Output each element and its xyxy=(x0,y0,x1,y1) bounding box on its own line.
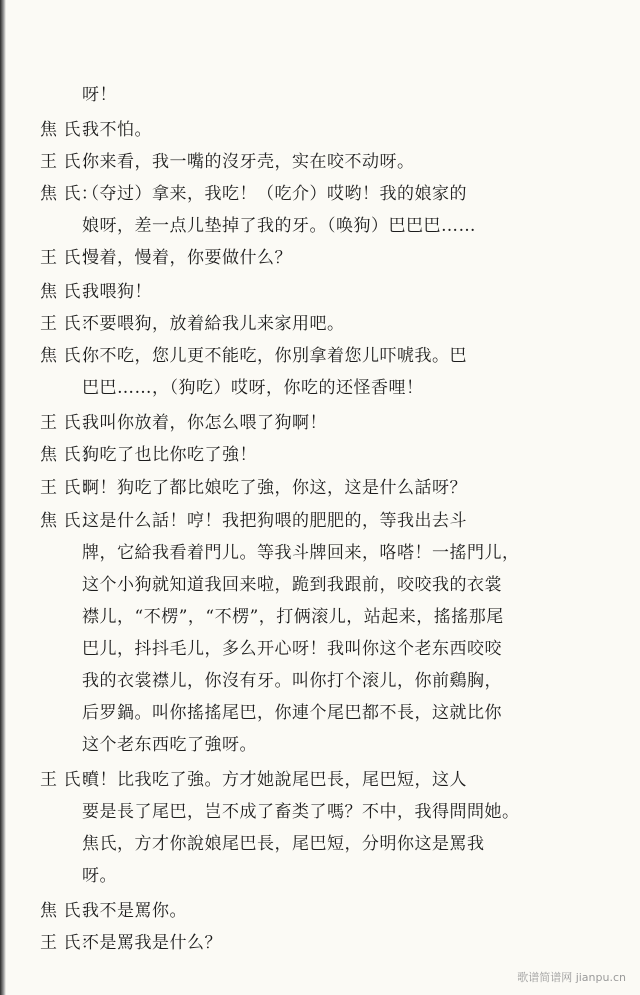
line-text: 焦氏，方才你說娘尾巴長，尾巴短，分明你这是罵我 xyxy=(82,834,485,854)
script-line xyxy=(0,309,640,339)
script-line xyxy=(0,473,640,503)
speaker-label: 焦 氏： xyxy=(40,282,99,302)
line-text: 后罗鍋。叫你搖搖尾巴，你連个尾巴都不長，这就比你 xyxy=(82,703,502,723)
speaker-label: 焦 氏： xyxy=(40,346,99,366)
script-line xyxy=(0,698,640,728)
speaker-label: 王 氏： xyxy=(40,248,99,268)
speaker-label: 王 氏： xyxy=(40,770,99,790)
line-text: 不要喂狗，放着給我儿来家用吧。 xyxy=(82,314,345,334)
line-text: 这是什么話！哼！我把狗喂的肥肥的，等我出去斗 xyxy=(82,511,467,531)
script-line xyxy=(0,896,640,926)
script-line xyxy=(0,570,640,600)
line-text: 呀。 xyxy=(82,866,117,886)
speaker-label: 焦 氏： xyxy=(40,901,99,921)
line-text: 呀！ xyxy=(82,85,117,105)
script-line xyxy=(0,147,640,177)
line-text: 我不是罵你。 xyxy=(82,901,187,921)
line-text: 狗吃了也比你吃了強！ xyxy=(82,445,257,465)
speaker-label: 焦 氏： xyxy=(40,445,99,465)
script-line xyxy=(0,179,640,209)
line-text: 你不吃，您儿更不能吃，你別拿着您儿吓唬我。巴 xyxy=(82,346,467,366)
script-line xyxy=(0,765,640,795)
script-line xyxy=(0,373,640,403)
line-text: 我不怕。 xyxy=(82,120,152,140)
script-line xyxy=(0,538,640,568)
script-line xyxy=(0,243,640,273)
script-line xyxy=(0,408,640,438)
script-line xyxy=(0,797,640,827)
line-text: 这个小狗就知道我回来啦，跪到我跟前，咬咬我的衣裳 xyxy=(82,575,502,595)
script-line xyxy=(0,861,640,891)
line-text: 我叫你放着，你怎么喂了狗啊！ xyxy=(82,413,327,433)
script-line xyxy=(0,80,640,110)
line-text: 这个老东西吃了強呀。 xyxy=(82,735,257,755)
script-line xyxy=(0,211,640,241)
script-line xyxy=(0,928,640,958)
line-text: 巴巴……，（狗吃）哎呀，你吃的还怪香哩！ xyxy=(82,378,424,398)
speaker-label: 焦 氏： xyxy=(40,120,99,140)
line-text: 噴！比我吃了強。方才她說尾巴長，尾巴短，这人 xyxy=(82,770,467,790)
script-line xyxy=(0,829,640,859)
line-text: 襟儿，“不楞”，“不楞”，打俩滚儿，站起来，搖搖那尾 xyxy=(82,607,504,627)
speaker-label: 王 氏： xyxy=(40,933,99,953)
speaker-label: 王 氏： xyxy=(40,314,99,334)
script-line xyxy=(0,602,640,632)
line-text: 我喂狗！ xyxy=(82,282,152,302)
line-text: 牌，它給我看着門儿。等我斗牌回来，咯嗒！一搖門儿， xyxy=(82,543,520,563)
line-text: 我的衣裳襟儿，你沒有牙。叫你打个滚儿，你前鷄胸， xyxy=(82,671,502,691)
line-text: 啊！狗吃了都比娘吃了強，你这，这是什么話呀？ xyxy=(82,478,467,498)
script-line xyxy=(0,634,640,664)
watermark: 歌谱简谱网 jianpu.cn xyxy=(517,971,626,984)
speaker-label: 王 氏： xyxy=(40,413,99,433)
script-line xyxy=(0,440,640,470)
script-line xyxy=(0,277,640,307)
script-line xyxy=(0,666,640,696)
line-text: 你来看，我一嘴的沒牙壳，实在咬不动呀。 xyxy=(82,152,415,172)
line-text: 巴儿，抖抖毛儿，多么开心呀！我叫你这个老东西咬咬 xyxy=(82,639,502,659)
script-line xyxy=(0,730,640,760)
line-text: 慢着，慢着，你要做什么？ xyxy=(82,248,292,268)
speaker-label: 焦 氏： xyxy=(40,184,99,204)
script-line xyxy=(0,341,640,371)
script-line xyxy=(0,506,640,536)
line-text: （夺过）拿来，我吃！（吃介）哎哟！我的娘家的 xyxy=(82,184,467,204)
speaker-label: 焦 氏： xyxy=(40,511,99,531)
line-text: 要是長了尾巴，岂不成了畜类了嗎？不中，我得問問她。 xyxy=(82,802,520,822)
line-text: 娘呀，差一点儿垫掉了我的牙。（唤狗）巴巴巴…… xyxy=(82,216,476,236)
speaker-label: 王 氏： xyxy=(40,152,99,172)
line-text: 不是罵我是什么？ xyxy=(82,933,222,953)
speaker-label: 王 氏： xyxy=(40,478,99,498)
script-line xyxy=(0,115,640,145)
